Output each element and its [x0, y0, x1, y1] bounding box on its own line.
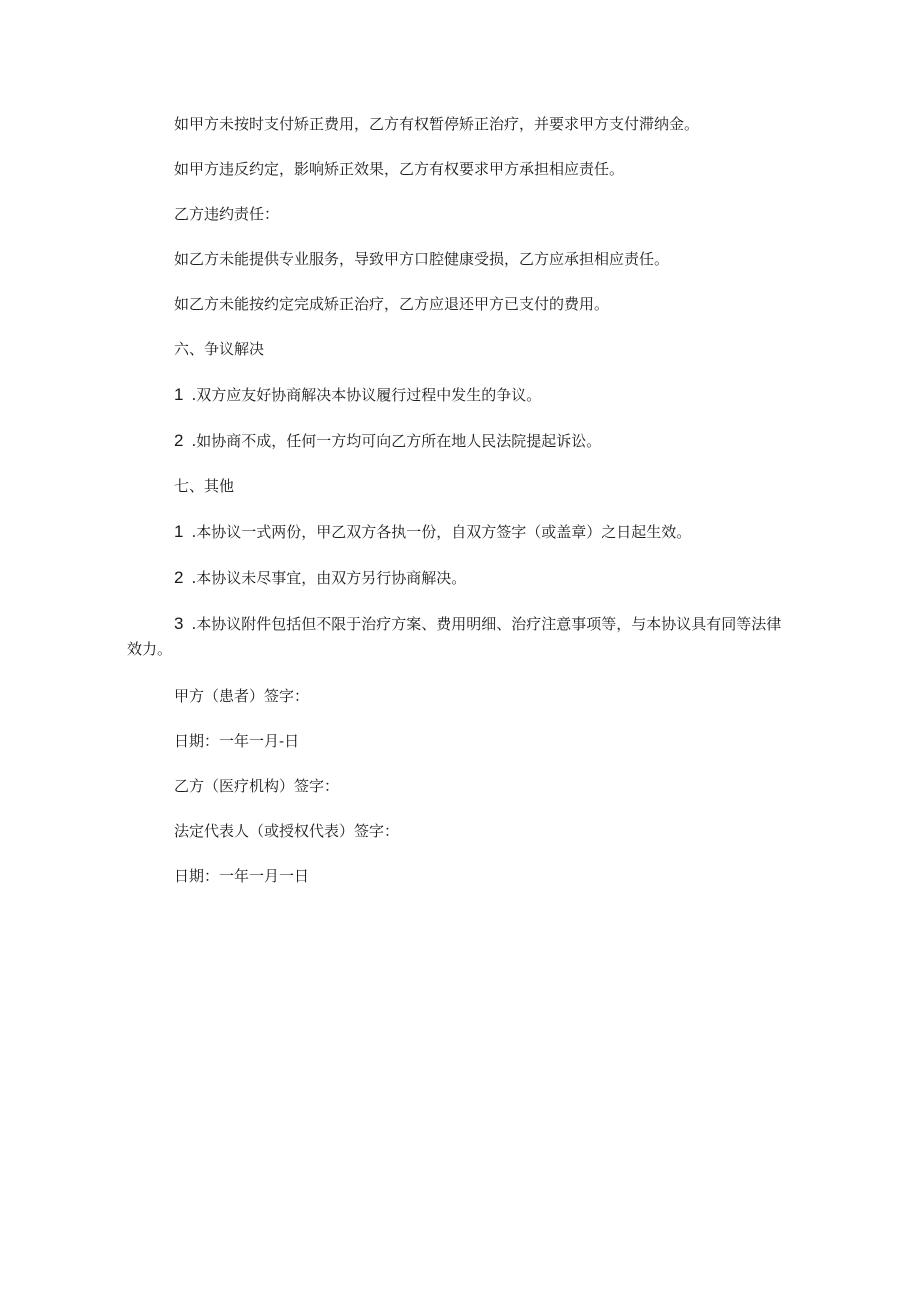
signature-representative: 法定代表人（或授权代表）签字：: [174, 822, 400, 840]
section-7-item: [127, 519, 795, 545]
item-text: .如协商不成，任何一方均可向乙方所在地人民法院提起诉讼。: [191, 432, 602, 450]
document-body: [127, 112, 795, 909]
item-text: .本协议一式两份，甲乙双方各执一份，自双方签字（或盖章）之日起生效。: [191, 523, 692, 541]
section-6-heading: 六、争议解决: [174, 340, 265, 358]
item-number: 3: [174, 614, 184, 633]
breach-party-b-incomplete: 如乙方未能按约定完成矫正治疗，乙方应退还甲方已支付的费用。: [174, 295, 610, 313]
item-number: 2: [174, 568, 184, 587]
signature-party-b: 乙方（医疗机构）签字：: [174, 777, 340, 795]
breach-party-a-violation: 如甲方违反约定，影响矫正效果，乙方有权要求甲方承担相应责任。: [174, 160, 625, 178]
breach-party-b-service: 如乙方未能提供专业服务，导致甲方口腔健康受损，乙方应承担相应责任。: [174, 250, 670, 268]
section-7-item: [127, 565, 795, 591]
item-text: .双方应友好协商解决本协议履行过程中发生的争议。: [191, 386, 542, 404]
signature-date-b: 日期：一年一月一日: [174, 867, 310, 885]
breach-party-a-late-payment: 如甲方未按时支付矫正费用，乙方有权暂停矫正治疗，并要求甲方支付滞纳金。: [174, 115, 700, 133]
signature-date-a: 日期：一年一月-日: [174, 732, 300, 750]
item-number: 1: [174, 385, 184, 404]
item-text: .本协议附件包括但不限于治疗方案、费用明细、治疗注意事项等，与本协议具有同等法律效力。: [127, 615, 782, 658]
breach-party-b-heading: 乙方违约责任：: [174, 205, 280, 223]
section-6-item: [127, 382, 795, 408]
signature-party-a: 甲方（患者）签字：: [174, 687, 310, 705]
item-number: 2: [174, 431, 184, 450]
section-7-heading: 七、其他: [174, 477, 235, 495]
section-6-item: [127, 428, 795, 454]
item-text: .本协议未尽事宜，由双方另行协商解决。: [191, 569, 467, 587]
item-number: 1: [174, 522, 184, 541]
section-7-item: [127, 611, 795, 662]
